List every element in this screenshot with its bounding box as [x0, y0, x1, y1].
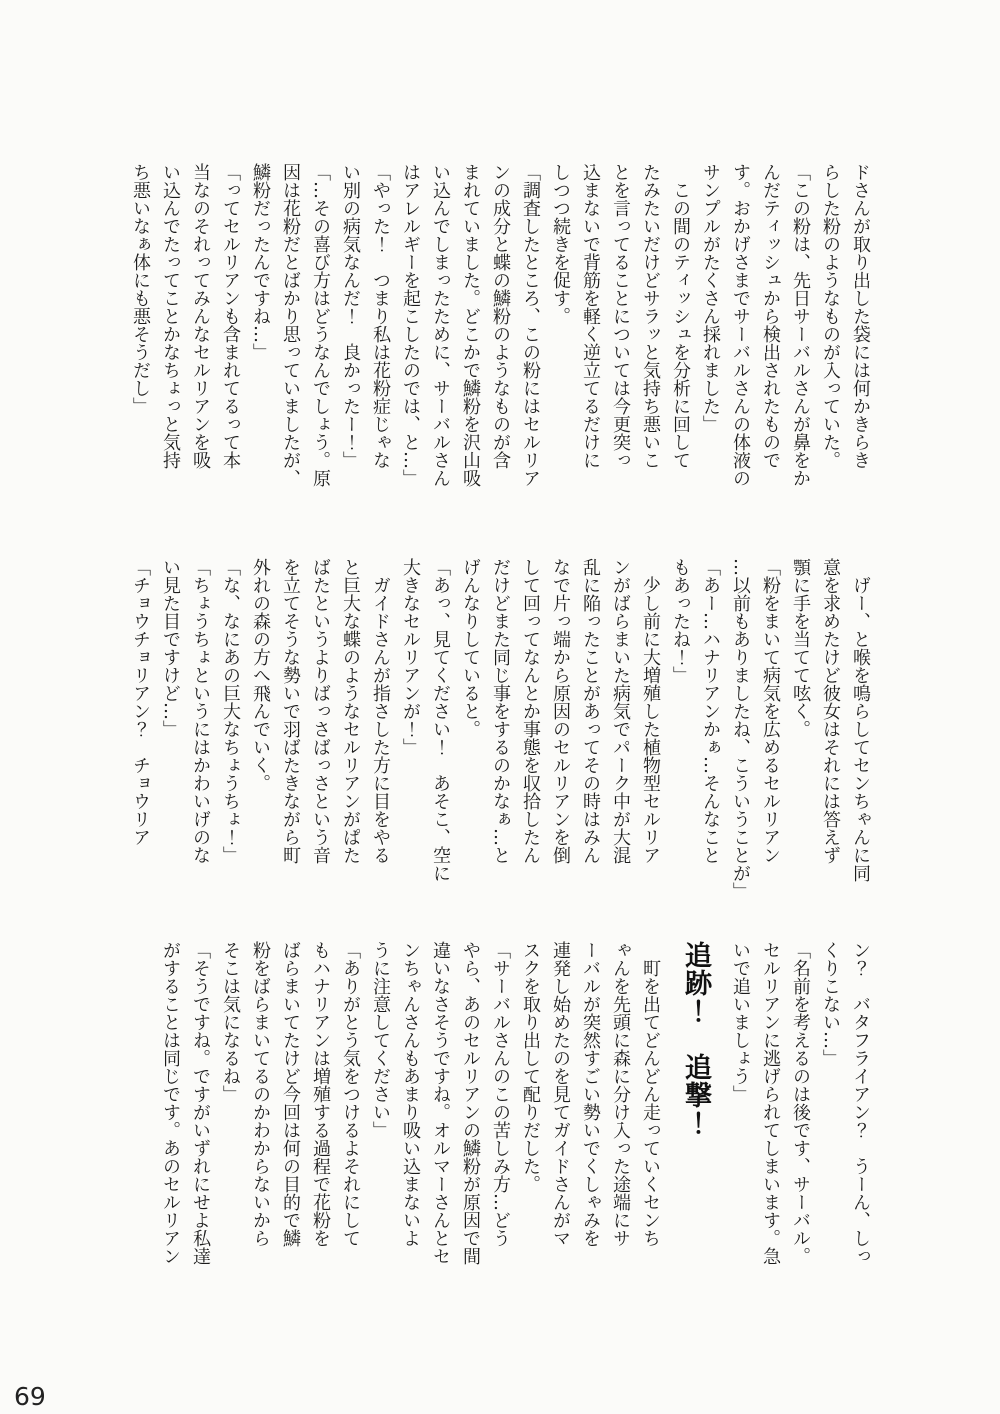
text-line: ゃんを先頭に森に分け入った途端にサ: [610, 941, 631, 1247]
text-line: ばらまいてたけど今回は何の目的で鱗: [280, 941, 301, 1247]
text-line: げー、と喉を鳴らしてセンちゃんに同: [850, 558, 871, 882]
text-line: 「この粉は、先日サーバルさんが鼻をか: [790, 163, 811, 487]
text-line: 乱に陥ったことがあってその時はみん: [580, 558, 601, 864]
text-line: スクを取り出して配りだした。: [520, 941, 541, 1193]
text-line: ドさんが取り出した袋には何かきらき: [850, 163, 871, 469]
text-line: ンの成分と蝶の鱗粉のようなものが含: [490, 163, 511, 469]
text-line: そこは気になるね」: [220, 941, 241, 1103]
text-line: い込んでたってことかなちょっと気持: [160, 163, 181, 469]
text-line: ンがばらまいた病気でパーク中が大混: [610, 558, 631, 864]
text-line: 違いなさそうですね。オルマーさんとセ: [430, 941, 451, 1265]
text-line: 「チョウチョリアン？ チョウリア: [130, 558, 151, 846]
text-line: なで片っ端から原因のセルリアンを倒: [550, 558, 571, 864]
text-line: 「な、なにあの巨大なちょうちょ！」: [220, 558, 241, 864]
text-line: この間のティッシュを分析に回して: [670, 163, 691, 469]
text-line: げんなりしていると。: [460, 558, 481, 738]
text-line: 「サーバルさんのこの苦しみ方…どう: [490, 941, 511, 1247]
text-line: い見た目ですけど…」: [160, 558, 181, 738]
text-line: を立てそうな勢いで羽ばたきながら町: [280, 558, 301, 864]
text-line: まれていました。どこかで鱗粉を沢山吸: [460, 163, 481, 487]
text-line: ンちゃんさんもあまり吸い込まないよ: [400, 941, 421, 1247]
text-line: 「…その喜び方はどうなんでしょう。原: [310, 163, 331, 487]
text-line: 「あー…ハナリアンかぁ…そんなこと: [700, 558, 721, 864]
text-line: ーバルが突然すごい勢いでくしゃみを: [580, 941, 601, 1247]
text-line: もハナリアンは増殖する過程で花粉を: [310, 941, 331, 1247]
text-line: 「やった！ つまり私は花粉症じゃな: [370, 163, 391, 469]
text-line: 町を出てどんどん走っていくセンち: [640, 941, 661, 1247]
text-line: がすることは同じです。あのセルリアン: [160, 941, 181, 1265]
text-line: 「そうですね。ですがいずれにせよ私達: [190, 941, 211, 1265]
text-line: とを言ってることについては今更突っ: [610, 163, 631, 469]
text-line: い別の病気なんだ！ 良かったー！」: [340, 163, 361, 469]
text-line: んだティッシュから検出されたもので: [760, 163, 781, 469]
text-line: 「あっ、見てください！ あそこ、空に: [430, 558, 451, 882]
text-line: 顎に手を当てて呟く。: [790, 558, 811, 738]
text-line: 「ってセルリアンも含まれてるって本: [220, 163, 241, 469]
text-line: い込んでしまったために、サーバルさん: [430, 163, 451, 487]
text-line: 粉をばらまいてるのかわからないから: [250, 941, 271, 1247]
text-line: ち悪いなぁ体にも悪そうだし」: [130, 163, 151, 415]
text-line: セルリアンに逃げられてしまいます。急: [760, 941, 781, 1265]
text-line: 「ちょうちょというにはかわいげのな: [190, 558, 211, 864]
text-line: 「粉をまいて病気を広めるセルリアン: [760, 558, 781, 864]
text-line: 込まないで背筋を軽く逆立てるだけに: [580, 163, 601, 469]
text-line: うに注意してください」: [370, 941, 391, 1139]
text-line: す。おかげさまでサーバルさんの体液の: [730, 163, 751, 487]
text-line: 「調査したところ、この粉にはセルリア: [520, 163, 541, 487]
text-line: と巨大な蝶のようなセルリアンがぱた: [340, 558, 361, 864]
section-heading: 追跡！ 追撃！: [680, 941, 711, 1137]
text-line: ガイドさんが指さした方に目をやる: [370, 558, 391, 864]
text-line: …以前もありましたね、こういうことが」: [730, 558, 751, 900]
text-band-top: [125, 163, 875, 515]
text-line: 鱗粉だったんですね…」: [250, 163, 271, 361]
text-band-bottom: [155, 941, 875, 1293]
text-line: やら、あのセルリアンの鱗粉が原因で間: [460, 941, 481, 1265]
text-band-middle: [125, 558, 875, 910]
text-line: 大きなセルリアンが！」: [400, 558, 421, 756]
text-line: 意を求めたけど彼女はそれには答えず: [820, 558, 841, 864]
page-number: 69: [14, 1382, 46, 1411]
text-line: 当なのそれってみんなセルリアンを吸: [190, 163, 211, 469]
text-line: らした粉のようなものが入っていた。: [820, 163, 841, 469]
text-line: サンプルがたくさん採れました」: [700, 163, 721, 433]
text-line: して回ってなんとか事態を収拾したん: [520, 558, 541, 864]
text-line: だけどまた同じ事をするのかなぁ…と: [490, 558, 511, 864]
text-line: 「ありがとう気をつけるよそれにして: [340, 941, 361, 1247]
text-line: 外れの森の方へ飛んでいく。: [250, 558, 271, 792]
text-line: 「名前を考えるのは後です、サーバル。: [790, 941, 811, 1265]
text-line: 因は花粉だとばかり思っていましたが、: [280, 163, 301, 487]
text-line: ン？ バタフライアン？ うーん、しっ: [850, 941, 871, 1265]
text-line: はアレルギーを起こしたのでは、と…」: [400, 163, 421, 487]
text-line: 連発し始めたのを見てガイドさんがマ: [550, 941, 571, 1247]
text-line: たみたいだけどサラッと気持ち悪いこ: [640, 163, 661, 469]
text-line: いで追いましょう」: [730, 941, 751, 1103]
text-line: もあったね！」: [670, 558, 691, 684]
text-line: くりこない…」: [820, 941, 841, 1067]
text-line: しつつ続きを促す。: [550, 163, 571, 325]
text-line: ばたというよりばっさばっさという音: [310, 558, 331, 864]
text-line: 少し前に大増殖した植物型セルリア: [640, 558, 661, 864]
